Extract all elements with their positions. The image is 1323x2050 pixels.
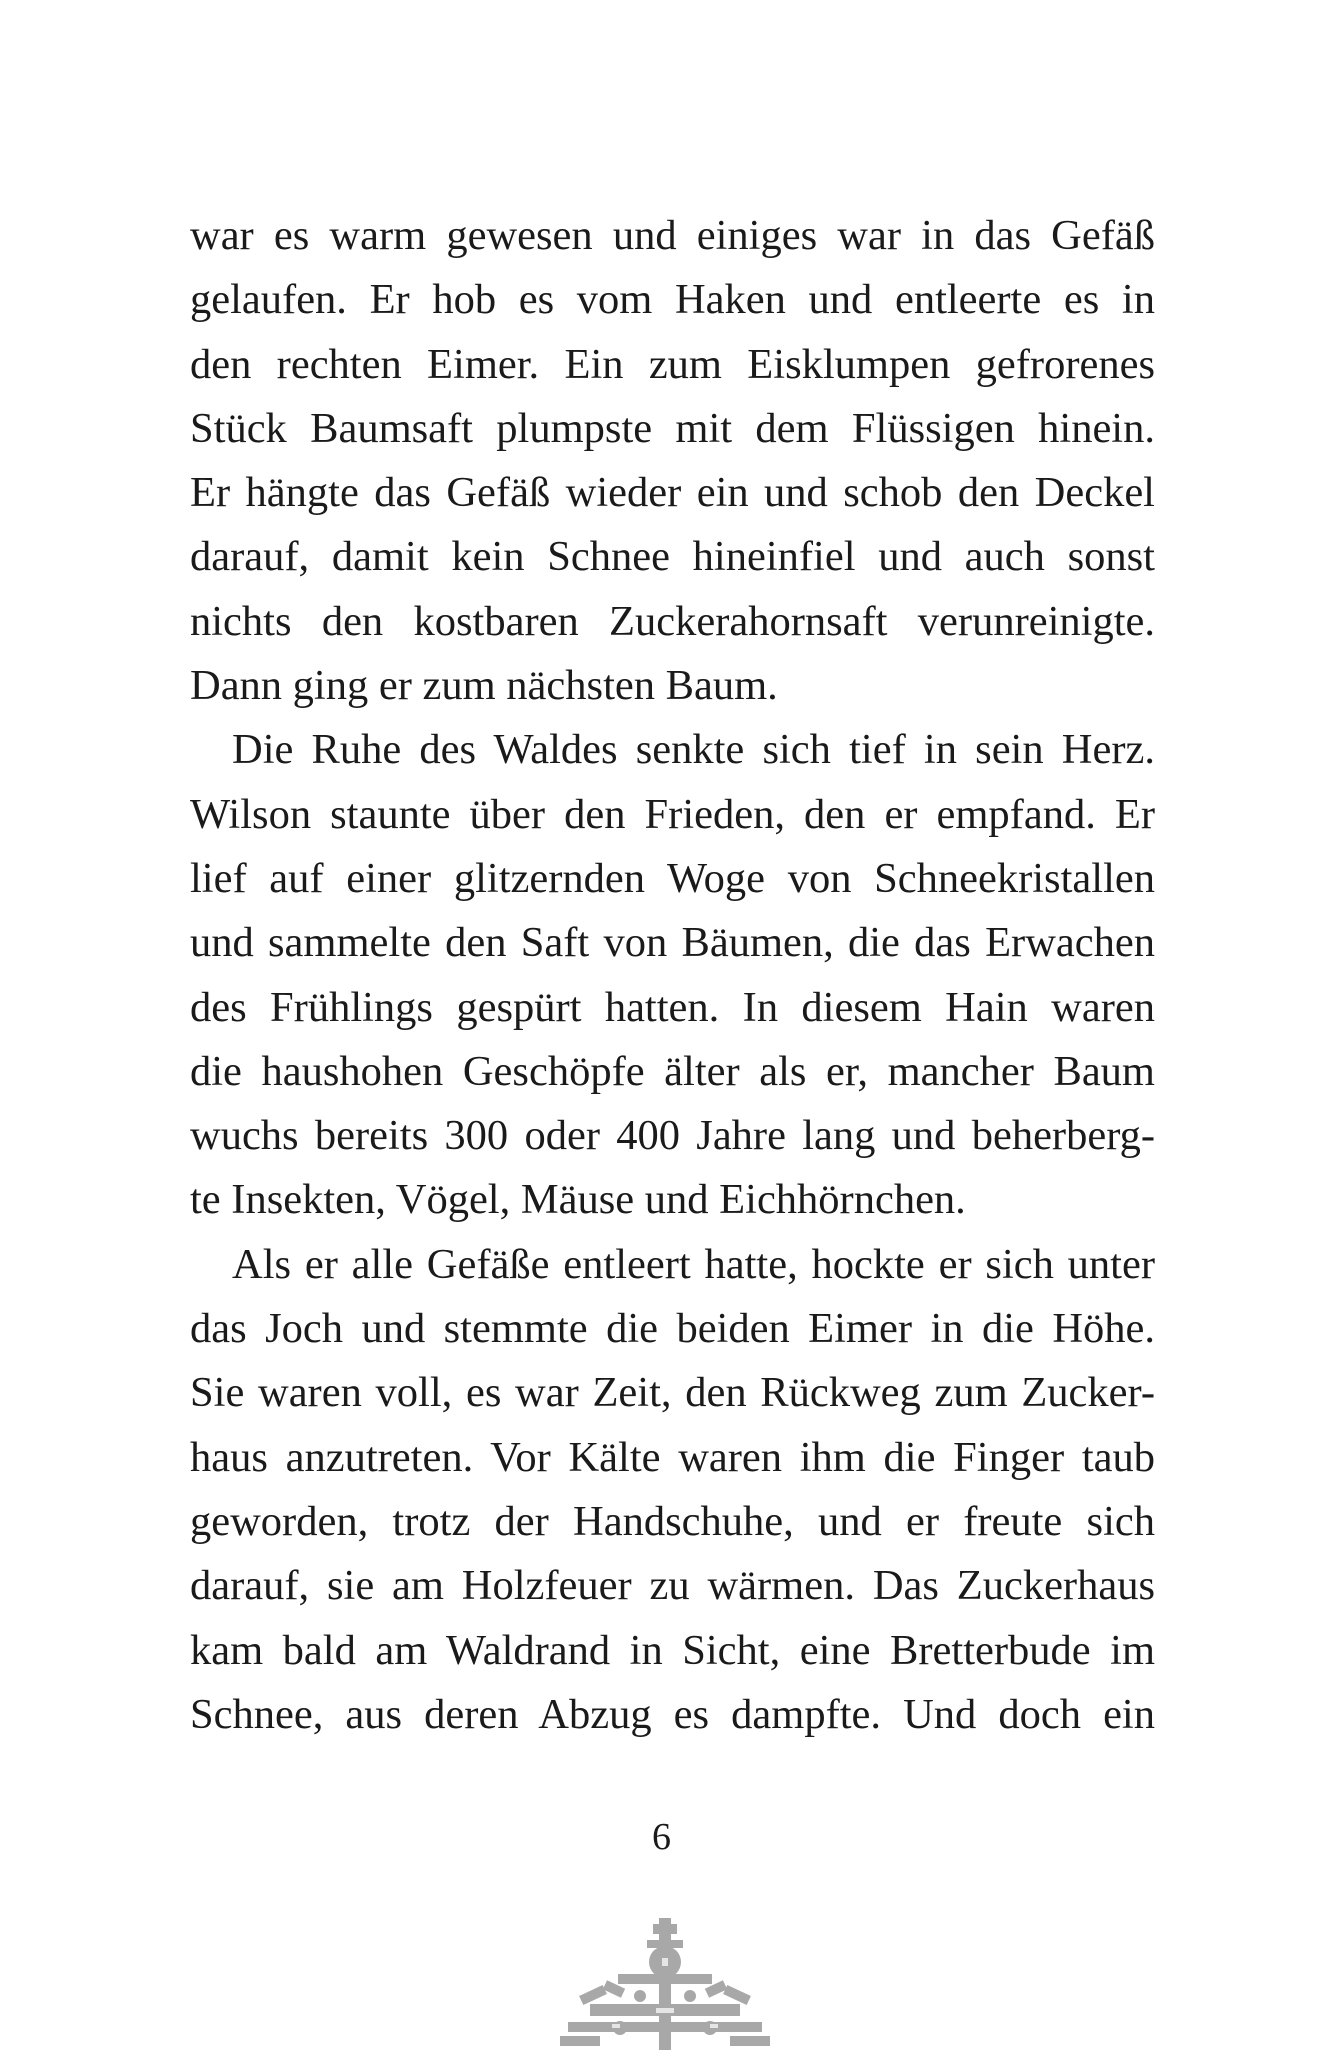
text-line: darauf, damit kein Schnee hineinfiel und auch sonst [190, 533, 1155, 581]
text-line: Dann ging er zum nächsten Baum. [190, 662, 778, 710]
text-line: die haushohen Geschöpfe älter als er, mancher Baum [190, 1047, 1155, 1095]
text-line: und sammelte den Saft von Bäumen, die das Erwachen [190, 919, 1155, 967]
paragraph-1 [190, 204, 1155, 718]
text-line: lief auf einer glitzernden Woge von Schneekristallen [190, 854, 1155, 902]
text-line: gelaufen. Er hob es vom Haken und entleerte es in [190, 276, 1155, 324]
text-line: haus anzutreten. Vor Kälte waren ihm die Finger taub [190, 1433, 1155, 1481]
text-line: Die Ruhe des Waldes senkte sich tief in sein Herz. [232, 726, 1155, 774]
text-line: Schnee, aus deren Abzug es dampfte. Und doch ein [190, 1690, 1155, 1738]
text-line: Stück Baumsaft plumpste mit dem Flüssigen hinein. [190, 404, 1155, 452]
text-line: das Joch und stemmte die beiden Eimer in die Höhe. [190, 1305, 1155, 1353]
snowflake-ornament-icon [560, 1918, 770, 2050]
text-line: nichts den kostbaren Zuckerahornsaft verunreinigte. [190, 597, 1155, 645]
text-line: Sie waren voll, es war Zeit, den Rückweg zum Zucker- [190, 1369, 1155, 1417]
text-line: geworden, trotz der Handschuhe, und er freute sich [190, 1497, 1155, 1545]
text-line: kam bald am Waldrand in Sicht, eine Bretterbude im [190, 1626, 1155, 1674]
text-line: war es warm gewesen und einiges war in das Gefäß [190, 212, 1155, 259]
text-line: Als er alle Gefäße entleert hatte, hockte er sich unter [232, 1240, 1155, 1288]
text-line: darauf, sie am Holzfeuer zu wärmen. Das Zuckerhaus [190, 1562, 1155, 1610]
paragraph-3 [190, 1233, 1155, 1747]
paragraph-2 [190, 718, 1155, 1232]
snowflake-ornament-icon [560, 1918, 770, 2050]
text-line: des Frühlings gespürt hatten. In diesem Hain waren [190, 983, 1155, 1031]
text-line: Er hängte das Gefäß wieder ein und schob den Deckel [190, 469, 1155, 517]
body-text [190, 204, 1155, 1747]
text-line: te Insekten, Vögel, Mäuse und Eichhörnchen. [190, 1176, 966, 1224]
page-number: 6 [652, 1816, 671, 1858]
text-line: wuchs bereits 300 oder 400 Jahre lang und beherberg- [190, 1112, 1155, 1160]
text-line: Wilson staunte über den Frieden, den er empfand. Er [190, 790, 1155, 838]
text-line: den rechten Eimer. Ein zum Eisklumpen gefrorenes [190, 340, 1155, 388]
